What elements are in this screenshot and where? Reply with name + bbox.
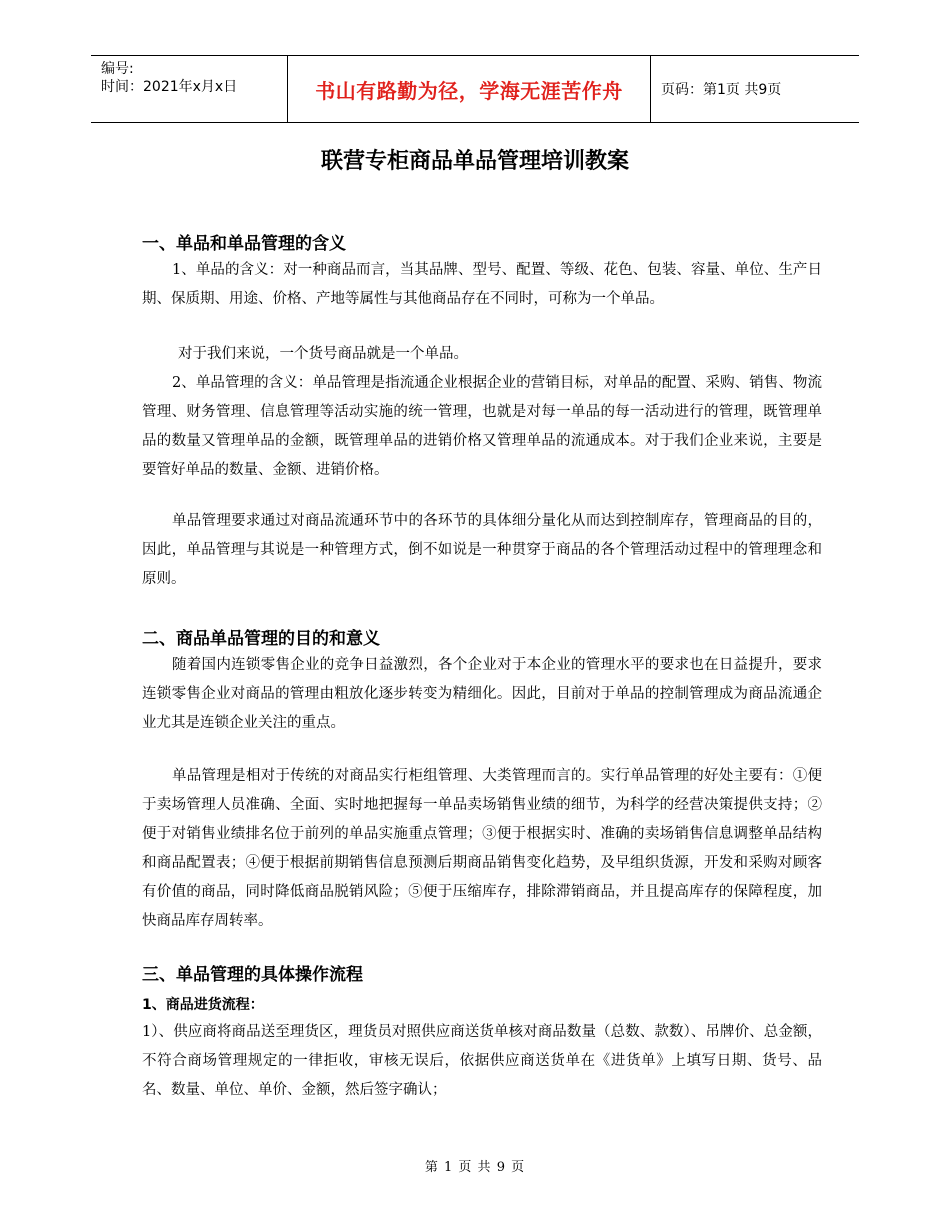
page-footer: 第 1 页 共 9 页 <box>424 1160 526 1175</box>
section-1-heading: 一、单品和单品管理的含义 <box>142 234 346 254</box>
section-3-heading: 三、单品管理的具体操作流程 <box>142 965 363 985</box>
section-2-heading: 二、商品单品管理的目的和意义 <box>142 629 380 649</box>
time-label: 时间：2021年x月x日 <box>101 79 238 95</box>
header-motto-cell <box>287 56 651 122</box>
page-header <box>91 55 859 123</box>
section-2-para-1: 随着国内连锁零售企业的竞争日益激烈，各个企业对于本企业的管理水平的要求也在日益提升，要求连锁零售企业对商品的管理由粗放化逐步转变为精细化。因此，目前对于单品的控制管理成为商品流通企业尤其是连锁企业关注的重点。 <box>142 657 822 731</box>
header-page-cell <box>651 56 859 122</box>
header-meta <box>91 56 287 122</box>
section-1-para-4: 单品管理要求通过对商品流通环节中的各环节的具体细分量化从而达到控制库存，管理商品的目的，因此，单品管理与其说是一种管理方式，倒不如说是一种贯穿于商品的各个管理活动过程中的管理理念和原则。 <box>142 513 822 587</box>
section-3-para-1: 1）、供应商将商品送至理货区，理货员对照供应商送货单核对商品数量（总数、款数）、吊牌价、总金额，不符合商场管理规定的一律拒收，审核无误后，依据供应商送货单在《进货单》上填写日期、货号、品名、数量、单位、单价、金额，然后签字确认； <box>142 1024 822 1098</box>
section-1-para-2: 对于我们来说，一个货号商品就是一个单品。 <box>178 346 468 362</box>
number-label: 编号: <box>101 61 134 77</box>
section-1-para-3: 2、单品管理的含义：单品管理是指流通企业根据企业的营销目标，对单品的配置、采购、销售、物流管理、财务管理、信息管理等活动实施的统一管理，也就是对每一单品的每一活动进行的管理，既管理单品的数量又管理单品的金额，既管理单品的进销价格又管理单品的流通成本。对于我们企业来说，主要是要管好单品的数量、金额、进销价格。 <box>142 375 822 478</box>
section-3-subheading-1: 1、商品进货流程： <box>142 997 264 1013</box>
motto-text: 书山有路勤为径，学海无涯苦作舟 <box>315 78 623 103</box>
document-title: 联营专柜商品单品管理培训教案 <box>320 149 629 174</box>
page-info: 页码：第1页 共9页 <box>661 82 782 98</box>
section-1-para-1: 1、单品的含义：对一种商品而言，当其品牌、型号、配置、等级、花色、包装、容量、单位、生产日期、保质期、用途、价格、产地等属性与其他商品存在不同时，可称为一个单品。 <box>142 262 822 307</box>
section-2-para-2: 单品管理是相对于传统的对商品实行柜组管理、大类管理而言的。实行单品管理的好处主要有：①便于卖场管理人员准确、全面、实时地把握每一单品卖场销售业绩的细节，为科学的经营决策提供支持；②便于对销售业绩排名位于前列的单品实施重点管理；③便于根据实时、准确的卖场销售信息调整单品结构和商品配置表；④便于根据前期销售信息预测后期商品销售变化趋势，及早组织货源，开发和采购对顾客有价值的商品，同时降低商品脱销风险；⑤便于压缩库存，排除滞销商品，并且提高库存的保障程度，加快商品库存周转率。 <box>142 768 822 929</box>
